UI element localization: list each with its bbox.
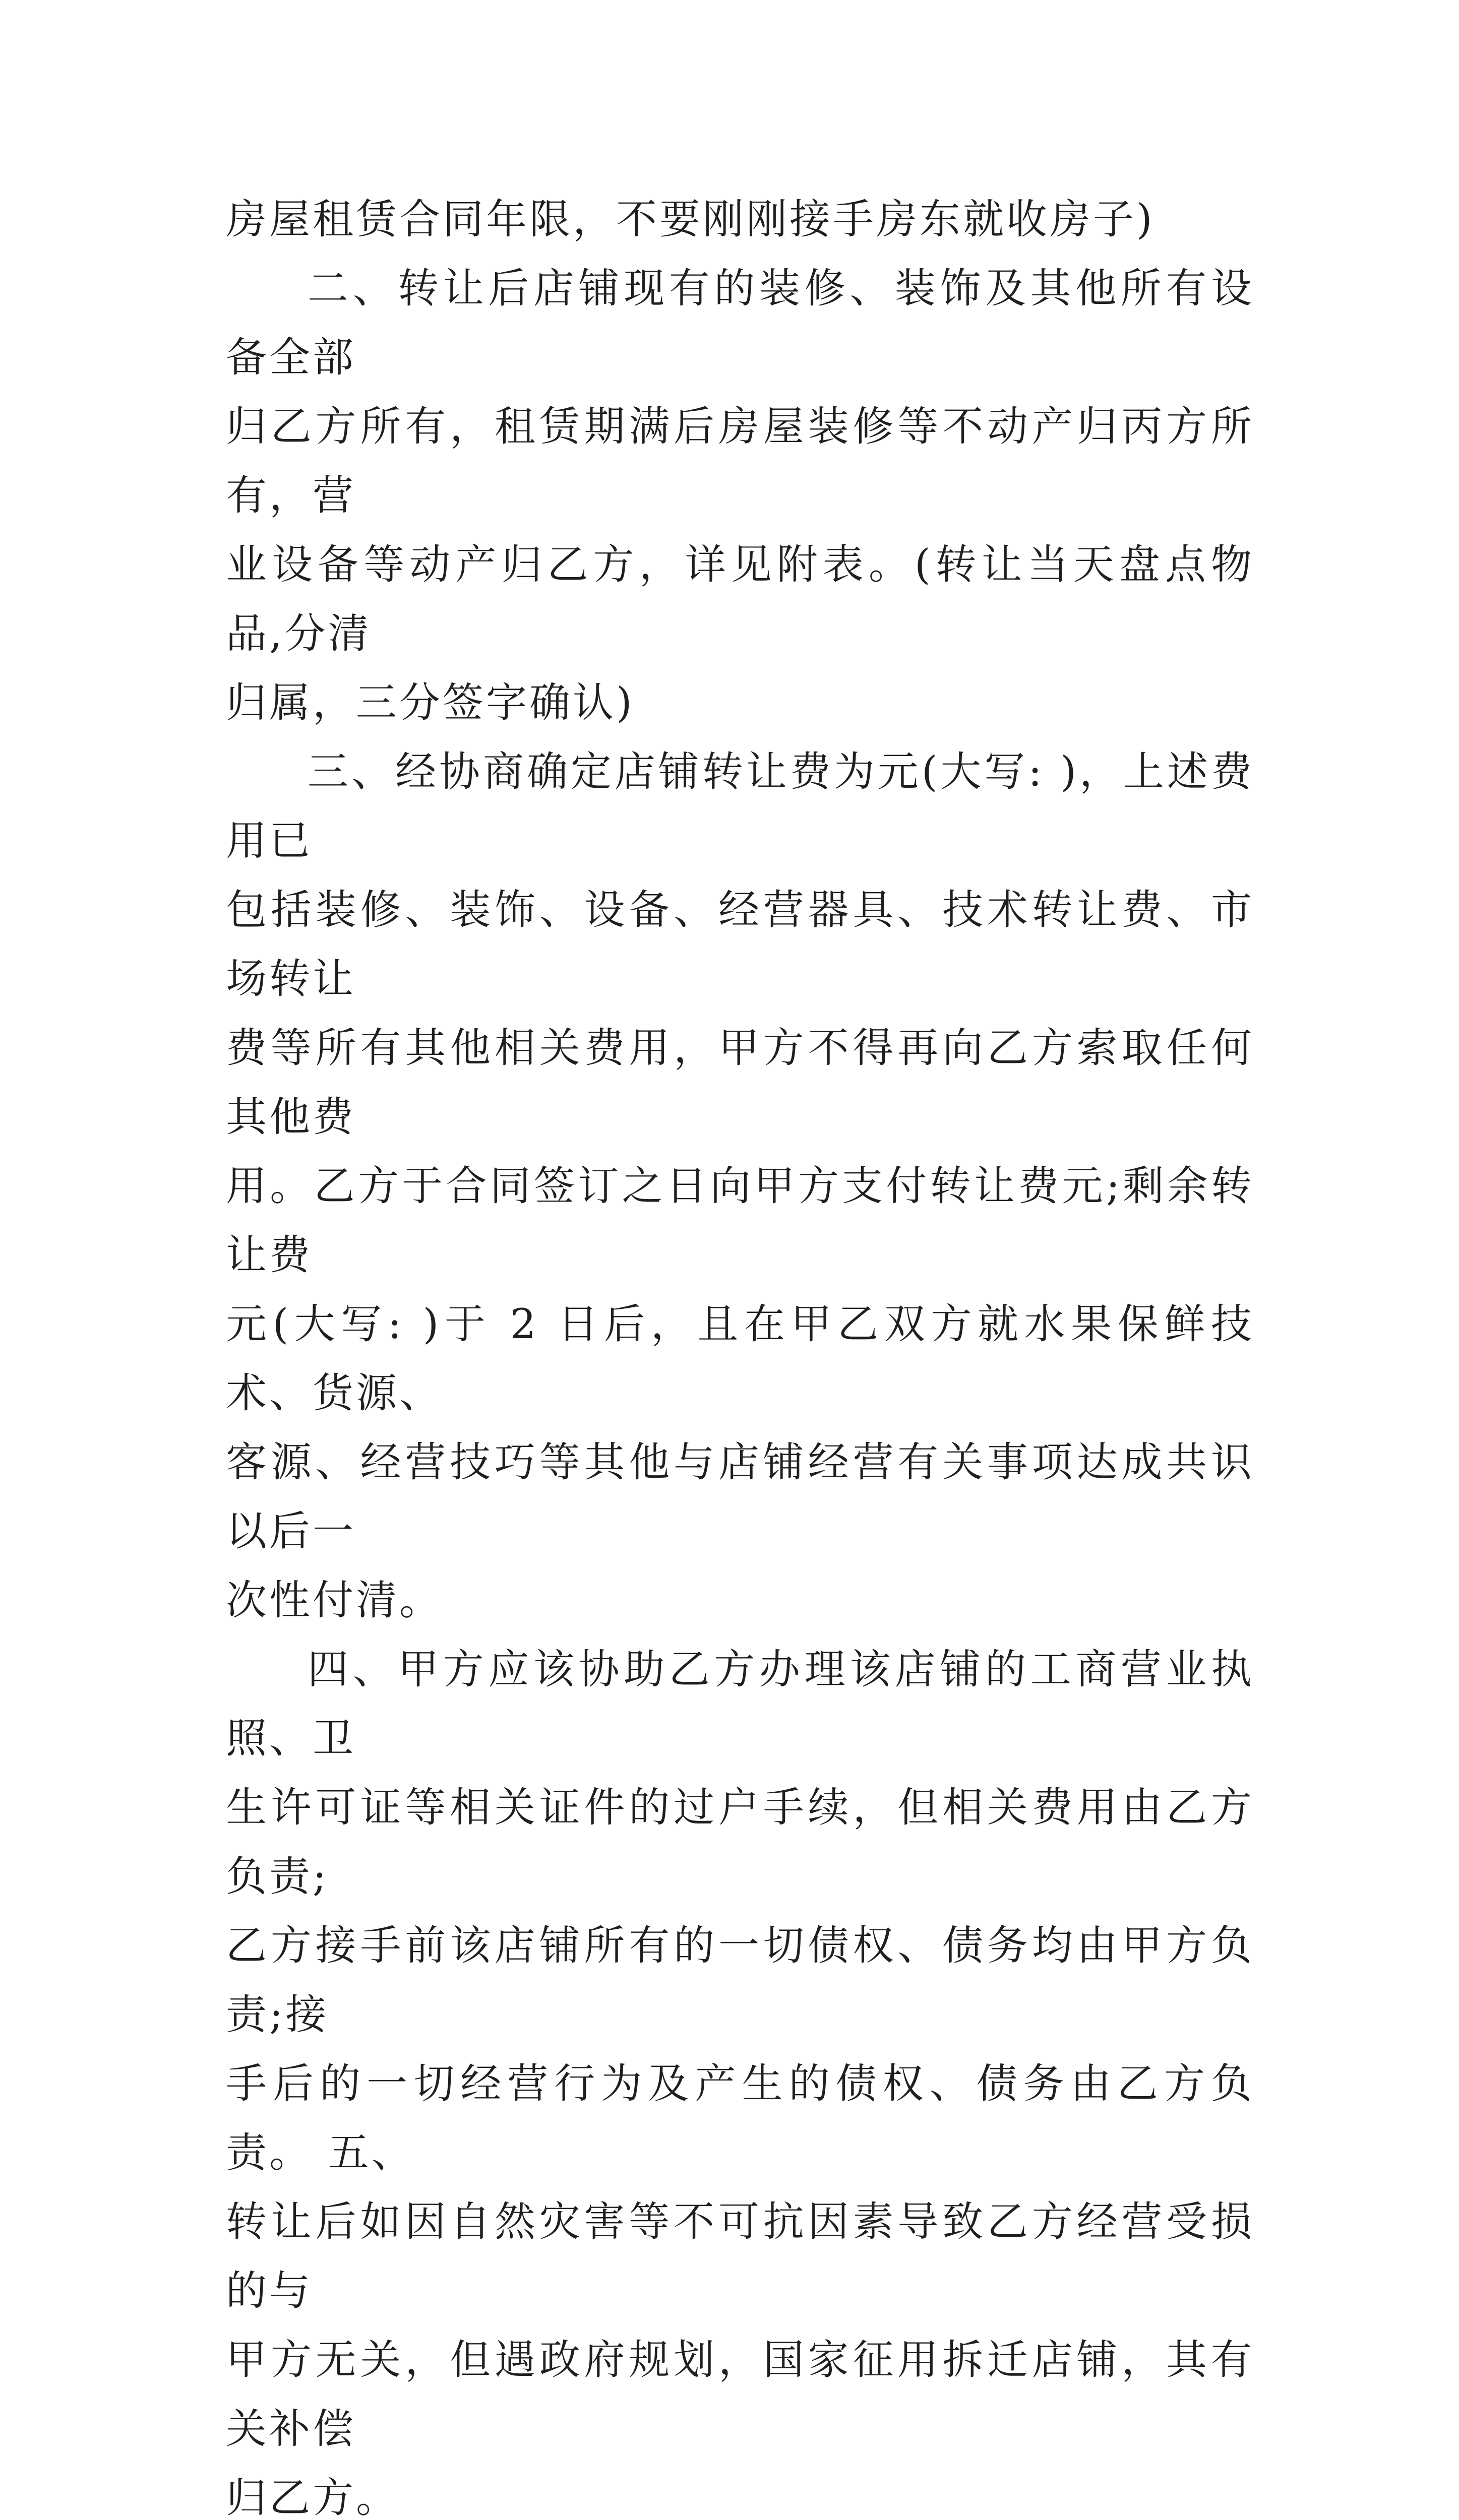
paragraph-clause-2-equipment-ownership: 二、转让后店铺现有的装修、装饰及其他所有设备全部 归乙方所有，租赁期满后房屋装修等不动产归丙方所有，营 业设备等动产归乙方，详见附表。(转让当天盘点物品,分清 归属，三分签字确认) bbox=[226, 265, 1254, 727]
paragraph-lease-term-note: 房屋租赁合同年限，不要刚刚接手房东就收房子) bbox=[226, 196, 1155, 243]
paragraph-clause-4-5-licenses-and-liability: 四、甲方应该协助乙方办理该店铺的工商营业执照、卫 生许可证等相关证件的过户手续，但相关费用由乙方负责; 乙方接手前该店铺所有的一切债权、债务均由甲方负责;接 手后的一切经营行为及产生的债权、债务由乙方负责。 五、 转让后如因自然灾害等不可抗因素导致乙方经营受损的与 甲方无关，但遇政府规划，国家征用拆迁店铺，其有关补偿 归乙方。 bbox=[226, 1646, 1254, 2520]
paragraph-clause-3-transfer-fee: 三、经协商确定店铺转让费为元(大写: )，上述费用已 包括装修、装饰、设备、经营器具、技术转让费、市场转让 费等所有其他相关费用，甲方不得再向乙方索取任何其他费 用。乙方于合同签订之日向甲方支付转让费元;剩余转让费 元(大写: )于 2 日后，且在甲乙双方就水果保鲜技术、货源、 客源、经营技巧等其他与店铺经营有关事项达成共识以后一 次性付清。 bbox=[226, 748, 1254, 1624]
contract-body bbox=[226, 185, 1254, 2520]
